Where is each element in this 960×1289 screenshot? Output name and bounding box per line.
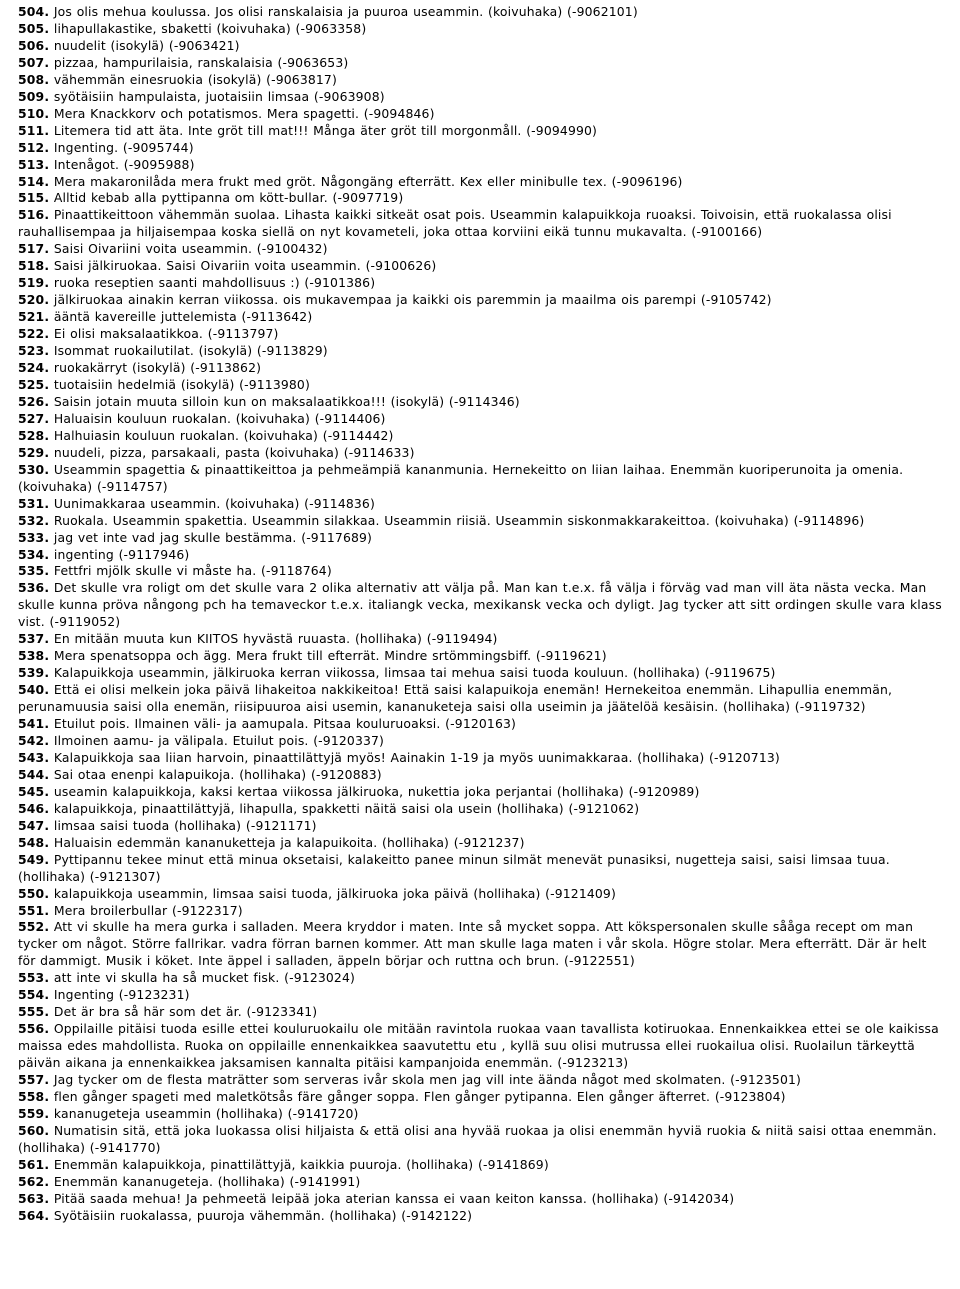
list-item: [18, 292, 948, 309]
entry-text: Numatisin sitä, että joka luokassa olisi hiljaista & että olisi ana hyvää ruokaa ja olisi enemmän hyviä ruokia & niitä saisi ottaa enemmän. (hollihaka) (-9141770): [18, 1122, 937, 1155]
entry-text: Pyttipannu tekee minut että minua oksetaisi, kalakeitto panee minun silmät menevät punasiksi, nugetteja saisi, saisi limsaa tuua. (hollihaka) (-9121307): [18, 851, 890, 884]
entry-number: 513.: [18, 156, 50, 172]
list-item: [18, 72, 948, 89]
entry-number: 548.: [18, 834, 50, 850]
entry-text: Saisin jotain muuta silloin kun on maksalaatikkoa!!! (isokylä) (-9114346): [53, 393, 520, 409]
list-item: [18, 394, 948, 411]
entry-text: Haluaisin kouluun ruokalan. (koivuhaka) (-9114406): [53, 410, 386, 426]
entry-text: Enemmän kalapuikkoja, pinattilättyjä, kaikkia puuroja. (hollihaka) (-9141869): [53, 1156, 549, 1172]
entry-text: Useammin spagettia & pinaattikeittoa ja pehmeämpiä kananmunia. Hernekeitto on liian laihaa. Enemmän kuoriperunoita ja omenia. (koivuhaka) (-9114757): [18, 461, 904, 494]
list-item: [18, 580, 948, 631]
list-item: [18, 513, 948, 530]
entry-text: Mera broilerbullar (-9122317): [53, 902, 243, 918]
entry-number: 523.: [18, 343, 50, 359]
entry-number: 555.: [18, 1004, 50, 1020]
entry-number: 505.: [18, 20, 50, 36]
list-item: [18, 1021, 948, 1072]
list-item: [18, 21, 948, 38]
list-item: [18, 241, 948, 258]
entry-number: 517.: [18, 241, 50, 257]
entry-number: 535.: [18, 563, 50, 579]
list-item: [18, 1004, 948, 1021]
entry-text: Litemera tid att äta. Inte gröt till mat!!! Många äter gröt till morgonmåll. (-9094990): [53, 122, 598, 138]
entry-text: jälkiruokaa ainakin kerran viikossa. ois mukavempaa ja kaikki ois paremmin ja maailma ois parempi (-9105742): [53, 292, 772, 308]
list-item: [18, 903, 948, 920]
list-item: [18, 530, 948, 547]
list-item: [18, 343, 948, 360]
list-item: [18, 428, 948, 445]
list-item: [18, 258, 948, 275]
list-item: [18, 157, 948, 174]
entry-number: 532.: [18, 512, 50, 528]
entry-text: pizzaa, hampurilaisia, ranskalaisia (-9063653): [53, 54, 349, 70]
list-item: [18, 716, 948, 733]
list-item: [18, 462, 948, 496]
entry-text: syötäisiin hampulaista, juotaisiin limsaa (-9063908): [53, 88, 385, 104]
entry-text: Att vi skulle ha mera gurka i salladen. Meera kryddor i maten. Inte så mycket soppa. Att kökspersonalen skulle sååga recept om man tycker om något. Större fallrikar. vadra förran barnen kommer. Att man skulle laga maten i vår skola. Högre stolar. Mera efterrätt. Där är helt för dammigt. Musik i köket. Inte äppel i salladen, äppeln börjar och ruttna och brun. (-9122551): [18, 919, 927, 969]
entry-text: kananugeteja useammin (hollihaka) (-9141720): [53, 1105, 359, 1121]
list-item: [18, 326, 948, 343]
entry-text: Pitää saada mehua! Ja pehmeetä leipää joka aterian kanssa ei vaan keiton kanssa. (hollihaka) (-9142034): [53, 1190, 735, 1206]
entry-number: 536.: [18, 580, 50, 596]
entry-text: vähemmän einesruokia (isokylä) (-9063817): [53, 71, 337, 87]
list-item: [18, 665, 948, 682]
list-item: [18, 784, 948, 801]
list-item: [18, 1072, 948, 1089]
entry-text: Mera makaronilåda mera frukt med gröt. Någongäng efterrätt. Kex eller minibulle tex. (-9096196): [53, 173, 683, 189]
entry-number: 506.: [18, 37, 50, 53]
list-item: [18, 1106, 948, 1123]
list-item: [18, 275, 948, 292]
entry-text: Ei olisi maksalaatikkoa. (-9113797): [53, 326, 279, 342]
entry-text: Kalapuikkoja useammin, jälkiruoka kerran viikossa, limsaa tai mehua saisi tuoda kouluun. (hollihaka) (-9119675): [53, 665, 776, 681]
entry-text: Enemmän kananugeteja. (hollihaka) (-9141991): [53, 1173, 361, 1189]
entry-number: 518.: [18, 258, 50, 274]
entry-number: 552.: [18, 919, 50, 935]
entry-text: Jag tycker om de flesta maträtter som serveras ivår skola men jag vill inte äända något med skolmaten. (-9123501): [53, 1072, 802, 1088]
entry-text: En mitään muuta kun KIITOS hyvästä ruuasta. (hollihaka) (-9119494): [53, 631, 498, 647]
entry-text: ingenting (-9117946): [53, 546, 190, 562]
entry-text: Mera spenatsoppa och ägg. Mera frukt till efterrät. Mindre srtömmingsbiff. (-9119621): [53, 648, 607, 664]
entry-number: 560.: [18, 1122, 50, 1138]
entry-number: 510.: [18, 105, 50, 121]
entry-number: 559.: [18, 1105, 50, 1121]
entry-number: 540.: [18, 682, 50, 698]
entry-number: 525.: [18, 376, 50, 392]
list-item: [18, 4, 948, 21]
entry-text: limsaa saisi tuoda (hollihaka) (-9121171): [53, 817, 317, 833]
list-item: [18, 631, 948, 648]
list-item: [18, 767, 948, 784]
list-item: [18, 1089, 948, 1106]
list-item: [18, 648, 948, 665]
entry-number: 530.: [18, 461, 50, 477]
list-item: [18, 801, 948, 818]
entry-text: Etuilut pois. Ilmainen väli- ja aamupala. Pitsaa kouluruoaksi. (-9120163): [53, 716, 517, 732]
entry-number: 549.: [18, 851, 50, 867]
list-item: [18, 919, 948, 970]
entry-text: Ilmoinen aamu- ja välipala. Etuilut pois. (-9120337): [53, 732, 385, 748]
entry-text: Sai otaa enenpi kalapuikoja. (hollihaka) (-9120883): [53, 766, 382, 782]
entry-number: 538.: [18, 648, 50, 664]
entry-number: 537.: [18, 631, 50, 647]
list-item: [18, 89, 948, 106]
list-item: [18, 38, 948, 55]
entry-number: 534.: [18, 546, 50, 562]
entry-text: Jos olis mehua koulussa. Jos olisi ranskalaisia ja puuroa useammin. (koivuhaka) (-9062101): [53, 4, 638, 19]
entry-text: ruoka reseptien saanti mahdollisuus :) (-9101386): [53, 275, 376, 291]
entry-number: 554.: [18, 987, 50, 1003]
list-item: [18, 987, 948, 1004]
entry-text: Saisi jälkiruokaa. Saisi Oivariin voita useammin. (-9100626): [53, 258, 437, 274]
list-item: [18, 174, 948, 191]
list-item: [18, 1174, 948, 1191]
entry-number: 563.: [18, 1190, 50, 1206]
entry-text: Haluaisin edemmän kananuketteja ja kalapuikoita. (hollihaka) (-9121237): [53, 834, 525, 850]
entry-number: 558.: [18, 1089, 50, 1104]
entry-number: 511.: [18, 122, 50, 138]
entry-text: nuudeli, pizza, parsakaali, pasta (koivuhaka) (-9114633): [53, 444, 415, 460]
entry-number: 545.: [18, 783, 50, 799]
entry-text: tuotaisiin hedelmiä (isokylä) (-9113980): [53, 376, 310, 392]
entry-number: 507.: [18, 54, 50, 70]
entry-number: 522.: [18, 326, 50, 342]
list-item: [18, 835, 948, 852]
entry-number: 553.: [18, 970, 50, 986]
entry-number: 531.: [18, 495, 50, 511]
list-item: [18, 496, 948, 513]
entry-text: nuudelit (isokylä) (-9063421): [53, 37, 240, 53]
entry-text: Ingenting (-9123231): [53, 987, 190, 1003]
entry-number: 550.: [18, 885, 50, 901]
entry-text: jag vet inte vad jag skulle bestämma. (-9117689): [53, 529, 373, 545]
entry-text: Isommat ruokailutilat. (isokylä) (-9113829): [53, 343, 328, 359]
entry-number: 542.: [18, 732, 50, 748]
entry-text: Det är bra så här som det är. (-9123341): [53, 1004, 318, 1020]
entry-number: 562.: [18, 1173, 50, 1189]
list-item: [18, 1208, 948, 1225]
list-item: [18, 55, 948, 72]
list-item: [18, 140, 948, 157]
entry-number: 541.: [18, 716, 50, 732]
entry-number: 528.: [18, 427, 50, 443]
entry-number: 547.: [18, 817, 50, 833]
entry-number: 524.: [18, 360, 50, 376]
entry-text: Syötäisiin ruokalassa, puuroja vähemmän. (hollihaka) (-9142122): [53, 1207, 473, 1223]
list-item: [18, 818, 948, 835]
entry-number: 504.: [18, 4, 50, 19]
entry-text: Uunimakkaraa useammin. (koivuhaka) (-9114836): [53, 495, 375, 511]
list-item: [18, 1191, 948, 1208]
entry-text: Ruokala. Useammin spakettia. Useammin silakkaa. Useammin riisiä. Useammin siskonmakkarakeittoa. (koivuhaka) (-9114896): [53, 512, 865, 528]
entry-text: kalapuikkoja, pinaattilättyjä, lihapulla, spakketti näitä saisi ola usein (hollihaka) (-9121062): [53, 800, 640, 816]
list-item: [18, 309, 948, 326]
entry-number: 533.: [18, 529, 50, 545]
list-item: [18, 970, 948, 987]
entry-number: 546.: [18, 800, 50, 816]
entry-text: kalapuikkoja useammin, limsaa saisi tuoda, jälkiruoka joka päivä (hollihaka) (-9121409): [53, 885, 616, 901]
entry-number: 551.: [18, 902, 50, 918]
entry-number: 512.: [18, 139, 50, 155]
entry-text: flen gånger spageti med maletkötsås färe gånger soppa. Flen gånger pytipanna. Elen gånger äfterret. (-9123804): [53, 1089, 786, 1104]
entry-number: 564.: [18, 1207, 50, 1223]
entry-number: 526.: [18, 393, 50, 409]
entry-text: Saisi Oivariini voita useammin. (-9100432): [53, 241, 328, 257]
entry-text: Ingenting. (-9095744): [53, 139, 194, 155]
entry-number: 544.: [18, 766, 50, 782]
entry-text: Kalapuikkoja saa liian harvoin, pinaattilättyjä myös! Aainakin 1-19 ja myös uunimakkaraa. (hollihaka) (-9120713): [53, 749, 780, 765]
list-item: [18, 852, 948, 886]
entry-text: Intenågot. (-9095988): [53, 156, 195, 172]
entry-number: 509.: [18, 88, 50, 104]
entry-number: 515.: [18, 190, 50, 206]
list-item: [18, 445, 948, 462]
entry-text: att inte vi skulla ha så mucket fisk. (-9123024): [53, 970, 355, 986]
list-item: [18, 360, 948, 377]
entry-number: 557.: [18, 1072, 50, 1088]
entry-text: Että ei olisi melkein joka päivä lihakeitoa nakkikeitoa! Että saisi kalapuikoja enemän! Hernekeitoa enemmän. Lihapullia enemmän, perunamuusia saisi olla enemän, riisipuuroa aisi usemin, kananuketeja saisi olla useimin ja jäätelöä kesäisin. (hollihaka) (-9119732): [18, 682, 893, 715]
entry-number: 529.: [18, 444, 50, 460]
entry-number: 543.: [18, 749, 50, 765]
entry-text: Mera Knackkorv och potatismos. Mera spagetti. (-9094846): [53, 105, 435, 121]
list-item: [18, 207, 948, 241]
entry-text: useamin kalapuikkoja, kaksi kertaa viikossa jälkiruoka, nukettia joka perjantai (hollihaka) (-9120989): [53, 783, 700, 799]
list-item: [18, 547, 948, 564]
entry-text: ääntä kavereille juttelemista (-9113642): [53, 309, 313, 325]
list-item: [18, 377, 948, 394]
list-item: [18, 106, 948, 123]
list-item: [18, 886, 948, 903]
list-item: [18, 190, 948, 207]
entry-text: Halhuiasin kouluun ruokalan. (koivuhaka) (-9114442): [53, 427, 394, 443]
list-item: [18, 411, 948, 428]
entry-text: ruokakärryt (isokylä) (-9113862): [53, 360, 262, 376]
list-item: [18, 123, 948, 140]
entry-number: 519.: [18, 275, 50, 291]
list-item: [18, 1123, 948, 1157]
entry-number: 539.: [18, 665, 50, 681]
list-item: [18, 563, 948, 580]
entry-text: Oppilaille pitäisi tuoda esille ettei kouluruokailu ole mitään ravintola ruokaa vaan tavallista kotiruokaa. Ennenkaikkea ettei se ole kaikissa maissa edes mahdollista. Ruoka on oppilaille ennenkaikkea saavutettu etu , kyllä suu olisi mutrussa ellei ruokailua olisi. Ruolailun tärkeyttä päivän aikana ja ennenkaikkea jaksamisen kannalta pitäisi kampanjoida enemmän. (-9123213): [18, 1021, 939, 1071]
feedback-list: [18, 4, 948, 1225]
entry-number: 520.: [18, 292, 50, 308]
entry-text: Det skulle vra roligt om det skulle vara 2 olika alternativ att välja på. Man kan t.e.x. få välja i förväg vad man vill äta nästa vecka. Man skulle kunna pröva nångong pch ha temaveckor t.e.x. italiangk vecka, mexikansk vecka och dyligt. Jag tycker att sitt ordingen skulle vara klass vist. (-9119052): [18, 580, 942, 630]
entry-number: 514.: [18, 173, 50, 189]
entry-text: Pinaattikeittoon vähemmän suolaa. Lihasta kaikki sitkeät osat pois. Useammin kalapuikkoja ruoaksi. Toivoisin, että ruokalassa olisi rauhallisempaa ja hiljaisempaa koska siellä on nyt kovameteli, joka ottaa korviini eikä tunnu mukavalta. (-9100166): [18, 207, 892, 240]
entry-number: 556.: [18, 1021, 50, 1037]
entry-number: 521.: [18, 309, 50, 325]
list-item: [18, 750, 948, 767]
entry-text: lihapullakastike, sbaketti (koivuhaka) (-9063358): [53, 20, 367, 36]
list-item: [18, 682, 948, 716]
entry-text: Fettfri mjölk skulle vi måste ha. (-9118764): [53, 563, 332, 579]
entry-text: Alltid kebab alla pyttipanna om kött-bullar. (-9097719): [53, 190, 404, 206]
entry-number: 508.: [18, 71, 50, 87]
entry-number: 527.: [18, 410, 50, 426]
list-item: [18, 733, 948, 750]
entry-number: 561.: [18, 1156, 50, 1172]
list-item: [18, 1157, 948, 1174]
entry-number: 516.: [18, 207, 50, 223]
